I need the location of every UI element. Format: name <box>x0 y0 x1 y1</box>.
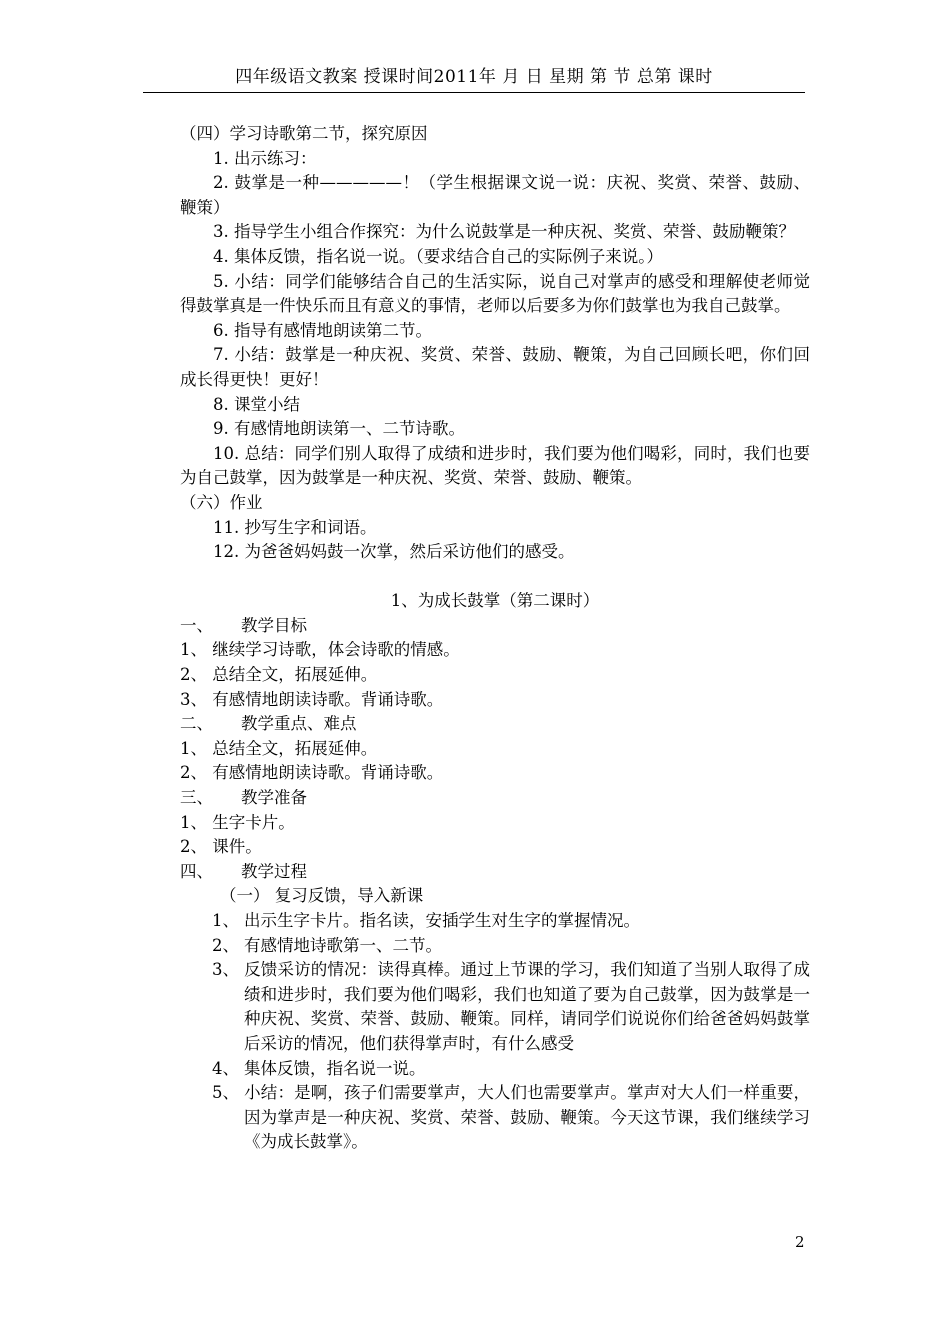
list-item: 2、 有感情地朗读诗歌。背诵诗歌。 <box>180 763 444 783</box>
list-item <box>180 1057 810 1082</box>
section-number: 三、 <box>180 788 213 808</box>
section-title: 教学准备 <box>241 788 307 808</box>
section-number: 四、 <box>180 861 213 881</box>
section-heading: （四）学习诗歌第二节，探究原因 <box>180 124 428 143</box>
item-number: 4、 <box>212 1058 239 1078</box>
item-number: 5、 <box>212 1083 239 1103</box>
item-number: 1、 <box>212 911 239 930</box>
item-text: 反馈采访的情况：读得真棒。通过上节课的学习，我们知道了当别人取得了成绩和进步时，我们要为他们喝彩，我们也知道了要为自己鼓掌，因为鼓掌是一种庆祝、奖赏、荣誉、鼓励、鞭策。同样，请同学们说说你们给爸爸妈妈鼓掌后采访的情况，他们获得掌声时，有什么感受 <box>244 960 810 1053</box>
list-item: 3、 有感情地朗读诗歌。背诵诗歌。 <box>180 689 444 709</box>
document-body <box>180 122 810 1155</box>
list-item: 9. 有感情地朗读第一、二节诗歌。 <box>213 419 465 439</box>
section-number: 二、 <box>180 714 213 734</box>
item-text: 出示生字卡片。指名读，安插学生对生字的掌握情况。 <box>244 911 640 930</box>
sub-heading: （一） 复习反馈，导入新课 <box>220 886 424 906</box>
section-number: 一、 <box>180 615 213 635</box>
section-heading: （六）作业 <box>180 492 263 512</box>
list-item: 10. 总结：同学们别人取得了成绩和进步时，我们要为他们喝彩，同时，我们也要为自己鼓掌，因为鼓掌是一种庆祝、奖赏、荣誉、鼓励、鞭策。 <box>180 443 810 488</box>
item-number: 3、 <box>212 960 239 980</box>
section-title: 教学目标 <box>241 615 307 635</box>
list-item <box>180 909 810 934</box>
section-title: 教学过程 <box>241 861 307 881</box>
section-heading <box>180 860 810 885</box>
list-item: 1、 总结全文，拓展延伸。 <box>180 738 378 758</box>
list-item: 7. 小结：鼓掌是一种庆祝、奖赏、荣誉、鼓励、鞭策，为自己回顾长吧，你们回成长得更快！更好！ <box>180 345 810 389</box>
list-item: 1、 生字卡片。 <box>180 812 295 832</box>
list-item <box>180 1081 810 1155</box>
list-item: 1. 出示练习： <box>213 148 317 168</box>
item-text: 小结：是啊，孩子们需要掌声，大人们也需要掌声。掌声对大人们一样重要，因为掌声是一种庆祝、奖赏、荣誉、鼓励、鞭策。今天这节课，我们继续学习《为成长鼓掌》。 <box>244 1083 810 1152</box>
list-item: 12. 为爸爸妈妈鼓一次掌，然后采访他们的感受。 <box>213 542 575 562</box>
section-heading <box>180 614 810 639</box>
section-title: 教学重点、难点 <box>241 714 357 734</box>
page-header: 四年级语文教案 授课时间2011年 月 日 星期 第 节 总第 课时 <box>143 62 805 93</box>
list-item: 1、 继续学习诗歌，体会诗歌的情感。 <box>180 640 460 660</box>
list-item: 11. 抄写生字和词语。 <box>213 517 377 537</box>
lesson-title: 1、为成长鼓掌（第二课时） <box>390 591 600 611</box>
list-item <box>180 958 810 1056</box>
section-heading <box>180 712 810 737</box>
list-item <box>180 934 810 959</box>
item-number: 2、 <box>212 935 239 955</box>
item-text: 集体反馈，指名说一说。 <box>244 1058 426 1078</box>
list-item: 2. 鼓掌是一种—————！（学生根据课文说一说：庆祝、奖赏、荣誉、鼓励、鞭策） <box>180 173 810 217</box>
page-number: 2 <box>795 1233 805 1251</box>
list-item: 2、 课件。 <box>180 837 262 857</box>
item-text: 有感情地诗歌第一、二节。 <box>244 935 442 955</box>
list-item: 8. 课堂小结 <box>213 394 300 414</box>
list-item: 4. 集体反馈，指名说一说。（要求结合自己的实际例子来说。） <box>213 246 663 266</box>
list-item: 3. 指导学生小组合作探究：为什么说鼓掌是一种庆祝、奖赏、荣誉、鼓励鞭策？ <box>213 222 795 242</box>
list-item: 5. 小结：同学们能够结合自己的生活实际，说自己对掌声的感受和理解使老师觉得鼓掌真是一件快乐而且有意义的事情，老师以后要多为你们鼓掌也为我自己鼓掌。 <box>180 271 810 316</box>
section-heading <box>180 786 810 811</box>
list-item: 6. 指导有感情地朗读第二节。 <box>213 320 432 340</box>
list-item: 2、 总结全文，拓展延伸。 <box>180 665 378 685</box>
